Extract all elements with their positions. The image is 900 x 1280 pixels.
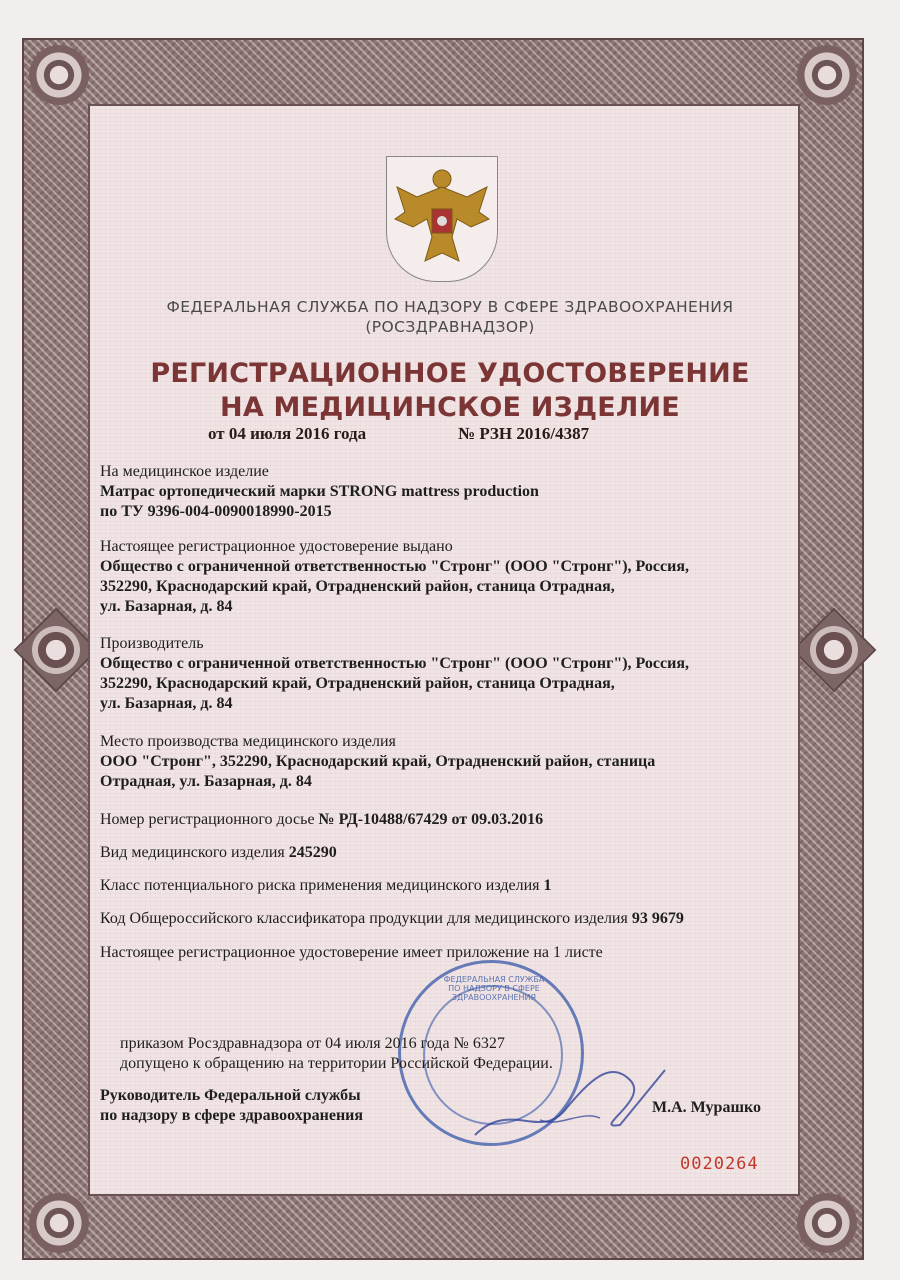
risk-class-label: Класс потенциального риска применения медицинского изделия bbox=[100, 877, 540, 894]
okp-code-value: 93 9679 bbox=[631, 910, 684, 927]
signatory-title: по надзору в сфере здравоохранения bbox=[100, 1107, 364, 1124]
okp-code-label: Код Общероссийского классификатора продукции для медицинского изделия bbox=[100, 910, 628, 927]
dossier-value: № РД-10488/67429 от 09.03.2016 bbox=[318, 811, 544, 828]
appendix-note: Настоящее регистрационное удостоверение имеет приложение на 1 листе bbox=[100, 944, 603, 961]
frame-ornament-top-left bbox=[24, 40, 94, 110]
order-line: допущено к обращению на территории Российской Федерации. bbox=[120, 1055, 553, 1072]
manufacturer-line: Общество с ограниченной ответственностью "Стронг" (ООО "Стронг"), Россия, bbox=[100, 655, 689, 672]
issued-to-label: Настоящее регистрационное удостоверение выдано bbox=[100, 538, 453, 555]
issue-date: от 04 июля 2016 года bbox=[208, 424, 367, 443]
serial-number: 0020264 bbox=[680, 1154, 759, 1174]
signatory-name: М.А. Мурашко bbox=[652, 1099, 761, 1116]
issued-to-line: Общество с ограниченной ответственностью "Стронг" (ООО "Стронг"), Россия, bbox=[100, 558, 689, 575]
risk-class-value: 1 bbox=[543, 877, 552, 894]
frame-ornament-bottom-left bbox=[24, 1188, 94, 1258]
okp-code-row bbox=[100, 909, 790, 929]
device-name: Матрас ортопедический марки STRONG mattress production bbox=[100, 483, 539, 500]
kind-label: Вид медицинского изделия bbox=[100, 844, 285, 861]
coat-of-arms-emblem bbox=[386, 156, 498, 282]
device-spec: по ТУ 9396-004-0090018990-2015 bbox=[100, 503, 332, 520]
order-line: приказом Росздравнадзора от 04 июля 2016 года № 6327 bbox=[120, 1035, 505, 1052]
issued-to-line: 352290, Краснодарский край, Отрадненский район, станица Отрадная, bbox=[100, 578, 615, 595]
document-subtitle: НА МЕДИЦИНСКОЕ ИЗДЕЛИЕ bbox=[220, 392, 680, 423]
manufacturer-line: ул. Базарная, д. 84 bbox=[100, 695, 233, 712]
production-site-line: ООО "Стронг", 352290, Краснодарский край, Отрадненский район, станица bbox=[100, 753, 656, 770]
kind-value: 245290 bbox=[288, 844, 337, 861]
risk-class-row bbox=[100, 876, 790, 896]
stamp-text: ФЕДЕРАЛЬНАЯ СЛУЖБА ПО НАДЗОРУ В СФЕРЕ ЗДРАВООХРАНЕНИЯ bbox=[443, 975, 545, 1002]
agency-name: ФЕДЕРАЛЬНАЯ СЛУЖБА ПО НАДЗОРУ В СФЕРЕ ЗДРАВООХРАНЕНИЯ bbox=[166, 298, 734, 316]
certificate-number: № РЗН 2016/4387 bbox=[458, 424, 590, 443]
signatory-title: Руководитель Федеральной службы bbox=[100, 1087, 361, 1104]
device-label: На медицинское изделие bbox=[100, 463, 269, 480]
agency-abbreviation: (РОСЗДРАВНАДЗОР) bbox=[365, 318, 535, 336]
production-site-label: Место производства медицинского изделия bbox=[100, 733, 396, 750]
kind-row bbox=[100, 843, 790, 863]
manufacturer-label: Производитель bbox=[100, 635, 204, 652]
signature-scribble bbox=[470, 1040, 670, 1150]
dossier-row bbox=[100, 810, 790, 830]
frame-ornament-top-right bbox=[792, 40, 862, 110]
production-site-line: Отрадная, ул. Базарная, д. 84 bbox=[100, 773, 312, 790]
frame-ornament-bottom-right bbox=[792, 1188, 862, 1258]
dossier-label: Номер регистрационного досье bbox=[100, 811, 315, 828]
issued-to-line: ул. Базарная, д. 84 bbox=[100, 598, 233, 615]
manufacturer-line: 352290, Краснодарский край, Отрадненский район, станица Отрадная, bbox=[100, 675, 615, 692]
document-title: РЕГИСТРАЦИОННОЕ УДОСТОВЕРЕНИЕ bbox=[150, 358, 750, 389]
